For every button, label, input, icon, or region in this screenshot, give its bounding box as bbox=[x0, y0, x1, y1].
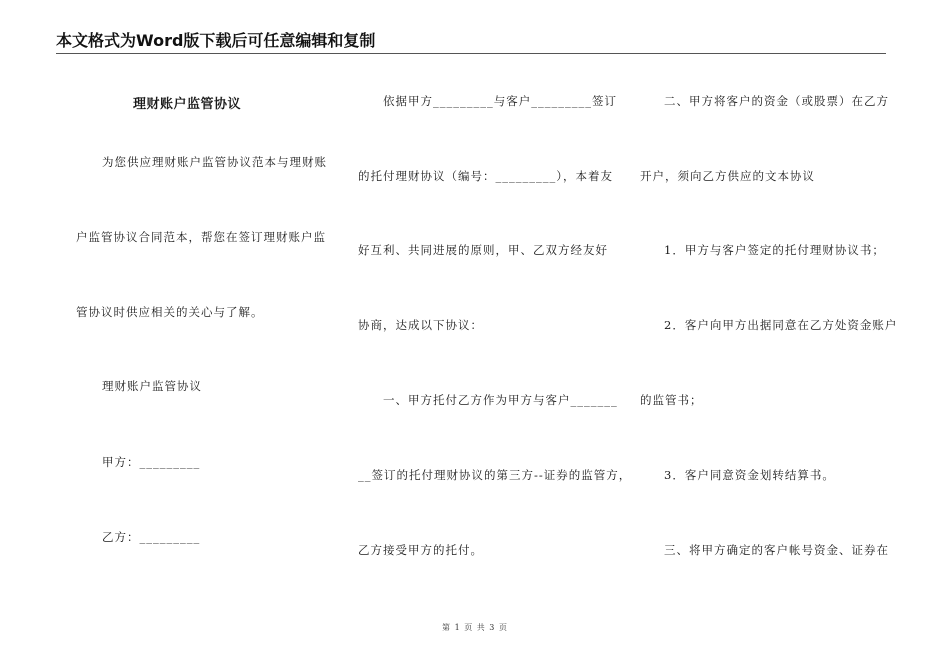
intro-line-2: 户监管协议合同范本，帮您在签订理财账户监 bbox=[76, 230, 326, 244]
clause-1-line-3: 乙方接受甲方的托付。 bbox=[358, 543, 483, 557]
party-a-line: 甲方：_________ bbox=[102, 455, 201, 469]
header-divider bbox=[56, 53, 886, 54]
clause-2-item-2: 2．客户向甲方出据同意在乙方处资金账户 bbox=[664, 318, 898, 332]
clause-2-item-3: 3．客户同意资金划转结算书。 bbox=[664, 468, 835, 482]
page-number: 第 1 页 共 3 页 bbox=[442, 623, 508, 632]
intro-line-3: 管协议时供应相关的关心与了解。 bbox=[76, 305, 264, 319]
agreement-heading: 理财账户监管协议 bbox=[102, 379, 202, 393]
body-line-1: 依据甲方_________与客户_________签订 bbox=[383, 94, 617, 108]
body-line-4: 协商，达成以下协议： bbox=[358, 318, 483, 332]
clause-1-line-1: 一、甲方托付乙方作为甲方与客户_______ bbox=[383, 393, 618, 407]
party-b-line: 乙方：_________ bbox=[102, 530, 201, 544]
clause-2-line-1: 二、甲方将客户的资金（或股票）在乙方 bbox=[664, 94, 889, 108]
document-header: 本文格式为Word版下载后可任意编辑和复制 bbox=[56, 31, 376, 50]
clause-2-item-2-cont: 的监管书； bbox=[640, 393, 703, 407]
body-line-2: 的托付理财协议（编号：_________），本着友 bbox=[358, 169, 613, 183]
clause-2-line-2: 开户，须向乙方供应的文本协议 bbox=[640, 169, 815, 183]
clause-3-line-1: 三、将甲方确定的客户帐号资金、证券在 bbox=[664, 543, 889, 557]
clause-2-item-1: 1．甲方与客户签定的托付理财协议书； bbox=[664, 243, 885, 257]
body-line-3: 好互利、共同进展的原则，甲、乙双方经友好 bbox=[358, 243, 608, 257]
intro-line-1: 为您供应理财账户监管协议范本与理财账 bbox=[102, 155, 327, 169]
document-title: 理财账户监管协议 bbox=[133, 97, 242, 112]
clause-1-line-2: __签订的托付理财协议的第三方--证券的监管方， bbox=[358, 468, 632, 482]
